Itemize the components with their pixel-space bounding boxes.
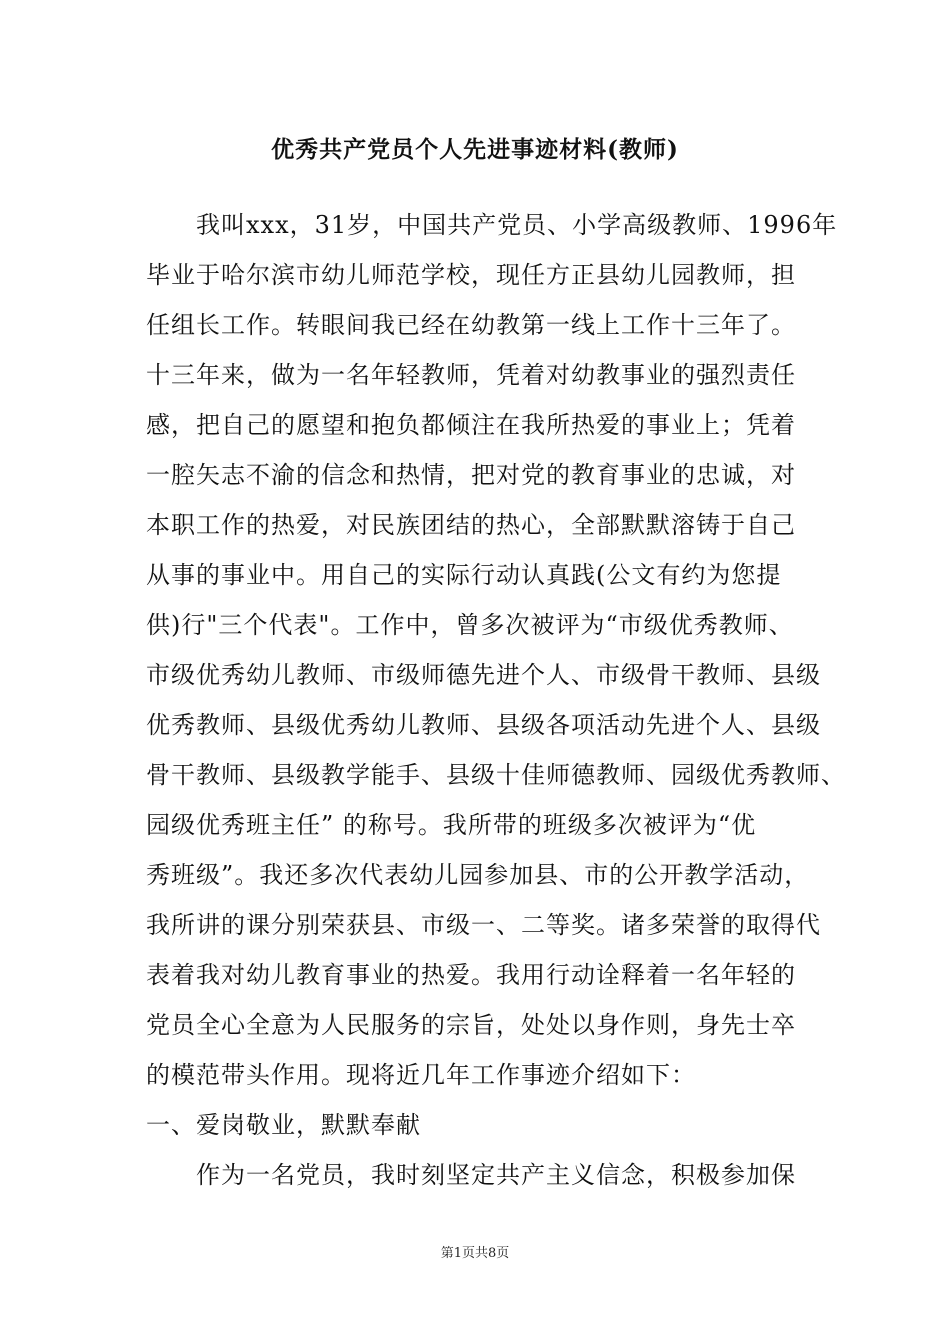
body-line: 一腔矢志不渝的信念和热情，把对党的教育事业的忠诚，对 <box>146 461 796 489</box>
body-line: 优秀教师、县级优秀幼儿教师、县级各项活动先进个人、县级 <box>146 711 821 739</box>
body-line: 骨干教师、县级教学能手、县级十佳师德教师、园级优秀教师、 <box>146 761 846 789</box>
page-number: 第1页共8页 <box>440 1246 510 1261</box>
body-line: 表着我对幼儿教育事业的热爱。我用行动诠释着一名年轻的 <box>146 961 796 989</box>
body-line: 我叫xxx，31岁，中国共产党员、小学高级教师、1996年 <box>196 211 838 239</box>
body-line: 任组长工作。转眼间我已经在幼教第一线上工作十三年了。 <box>146 311 796 339</box>
document-title: 优秀共产党员个人先进事迹材料(教师) <box>271 136 679 163</box>
body-line: 的模范带头作用。现将近几年工作事迹介绍如下： <box>146 1061 696 1089</box>
body-line: 园级优秀班主任” 的称号。我所带的班级多次被评为“优 <box>146 811 757 839</box>
section-heading: 一、爱岗敬业，默默奉献 <box>146 1111 421 1139</box>
body-line: 市级优秀幼儿教师、市级师德先进个人、市级骨干教师、县级 <box>146 661 821 689</box>
body-line: 党员全心全意为人民服务的宗旨，处处以身作则，身先士卒 <box>146 1011 796 1039</box>
document-body <box>146 200 846 1200</box>
body-line: 本职工作的热爱，对民族团结的热心，全部默默溶铸于自己 <box>146 511 796 539</box>
body-line: 供)行"三个代表"。工作中，曾多次被评为“市级优秀教师、 <box>146 611 794 639</box>
body-line: 毕业于哈尔滨市幼儿师范学校，现任方正县幼儿园教师，担 <box>146 261 796 289</box>
body-line: 感，把自己的愿望和抱负都倾注在我所热爱的事业上；凭着 <box>146 411 796 439</box>
body-line: 我所讲的课分别荣获县、市级一、二等奖。诸多荣誉的取得代 <box>146 911 821 939</box>
body-line: 十三年来，做为一名年轻教师，凭着对幼教事业的强烈责任 <box>146 361 796 389</box>
body-line: 秀班级”。我还多次代表幼儿园参加县、市的公开教学活动， <box>146 861 810 889</box>
body-line: 从事的事业中。用自己的实际行动认真践(公文有约为您提 <box>146 561 782 589</box>
body-line: 作为一名党员，我时刻坚定共产主义信念，积极参加保 <box>196 1161 796 1189</box>
